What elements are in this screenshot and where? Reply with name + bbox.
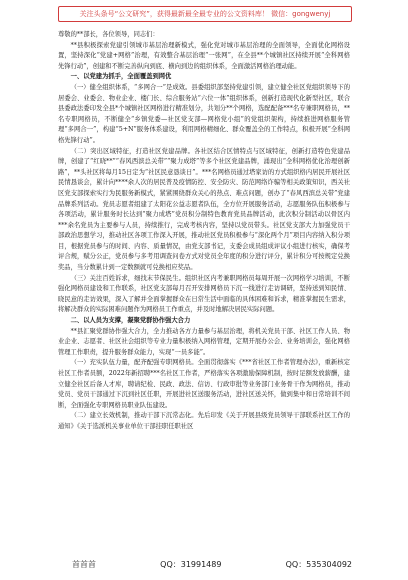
footer-qq2: QQ：535304092 (285, 560, 352, 569)
subsection-paragraph: （三）关注百姓诉求，细找末节保民生。组织社区内考兼职网格员每周开展一次网格学习培训，不断强化网格员建设和工作联系，社区党支部每月召开安排网格员下沉一线进行走访调研，坚持送到知民情、晓民意的走访效果，深入了解并全面掌握群众在日常生活中面临的具体困难和诉求，精准掌握民生需求，将解决群众的实际困难问题作为网格员工作重点，并及时地解决居民实际问题。 (58, 274, 350, 314)
document-body (58, 30, 350, 433)
section-heading: 一、以党建为抓手，全面覆盖到网优 (70, 73, 172, 81)
footer-qq: QQ：31991489 (160, 560, 222, 569)
promo-banner: 关注头条号“公文研究”，获得最新最全最专业的公文资料库！ 微信：gongwenyj (58, 6, 352, 22)
salutation: 尊敬的**部长，各位领导，同志们： (58, 31, 159, 38)
subsection-paragraph: （二）突出区域特征，打造社区党建品牌。各社区结合区情特点与区域特征，创新打造特色党建品牌，创建了“红晓**”“春风西滨总关带”“聚力成塔”等多个社区党建品牌，涌现出“全科网格优化治理创新路”，**头社区将每月15日定为“社区民意恳谈日”。***名网格员通过塔家访的方式组织格内居民开展社区民情恳谈会，累计向****余人次的居民普及疫情防控、安全防灾、防范网络诈骗等相关政策知识，西关社区党支部探索实行为民服务新模式，紧紧围绕群众关心的热点、难点问题，创办了“春风西滨总关带”党建品牌系列活动。党员志愿者组建了太阳花公益志愿者队伍，全方位开展服务活动，志愿服务队伍积极参与各项活动，累计服务时长达到“聚力成塔”党员积分制特色教育党员品牌活动，此次积分制活动以骨区内***余名党员为主要参与人员，持续推行，完成考核内容，坚持以党员带头。社区党支部大力加强党员干部政治思想学习，推动社区各项工作深入开展，推动社区党员积极参与“深化两个月”项目内容纳入积分项目，根据党员参与的时间、内容、质量情况，由党支部书记，支委会成员组成评议小组进行核实，确保考评合规，赋分公正，党员参与多考用调查问卷方式对党员全年度的积分进行评分，累计积分可按规定兑换奖品，当分数累计到一定数额就可兑换相应奖品。 (58, 147, 350, 272)
paragraph-list (58, 41, 350, 433)
body-paragraph: （一）健全组织体系，“多网合一”是成效。县委组织部坚持党建引领，建立健全社区党组织领导下的居委会、业委会、物业企业、楼门长、综合服务站“六位一体”组织体系，创新打造现代化新型社区，联合县委政法委印发全县*个城镇社区网格进行精准划分，共划分**个网格，选配配备***名专兼职网格员，**名专职网格员，不断健全“乡镇党委—社区党支部—网格党小组”的党组织架构，持续推进网格服务管理“多网合一”，构建“5+N”服务体系建设，利用网格精细化、群众覆盖全的工作特点，积极开展“全科网格先锋行动”。 (58, 83, 350, 144)
subsection-paragraph: （二）建立长效机制，推动干部下沉常态化。先后印发《关于开展县级党员领导干部联系社区工作的通知》《关于选派机关事业单位干部挂职任职社区 (58, 412, 350, 430)
footer (72, 558, 352, 572)
footer-prefix: 首首首 (72, 560, 96, 569)
subsection-paragraph: （一）充实队伍力量，配齐配强专职网格员。全面贯彻落实《***省社区工作者管理办法》，重新核定社区工作者员额，2022年新招聘***名社区工作者，严格落实各项激励保障机制，按时足额发放薪酬，建立健全社区后备人才库，聘请纪检、民政、政法、信访、行政审批等业务部门业务骨干作为网格员，推动党员、党员干部通过下沉到社区任职，开展进社区送服务活动，进社区送关怀，做到集中和日常培训不间断，全面强化专职网格员职业队伍建设。 (58, 359, 350, 409)
body-paragraph: **县积极探索党建引领城市基层治理新模式，强化党对城市基层治理的全面领导，全面优化网格设置，坚持深化“党建+网格”治理，有效整合基层治理“一张网”，在全县**个城镇社区持续开展“全科网格先锋行动”，创建和不断完善纵向到底、横向到边的组织体系，全面激活网格治理动能。 (58, 41, 350, 70)
body-paragraph: **县汇聚党群协作强大合力，全力推动各方力量参与基层治理，将机关党员干部、社区工作人员、物业企业、志愿者、社区社会组织等专业力量积极纳入网格管理，定期开展办公会、业务培训会，强化网格管理工作职责，提升服务群众能力，实现“一员多能”。 (58, 327, 350, 356)
section-heading: 二、以人员为支撑，凝聚党群协作强大合力 (70, 317, 191, 325)
